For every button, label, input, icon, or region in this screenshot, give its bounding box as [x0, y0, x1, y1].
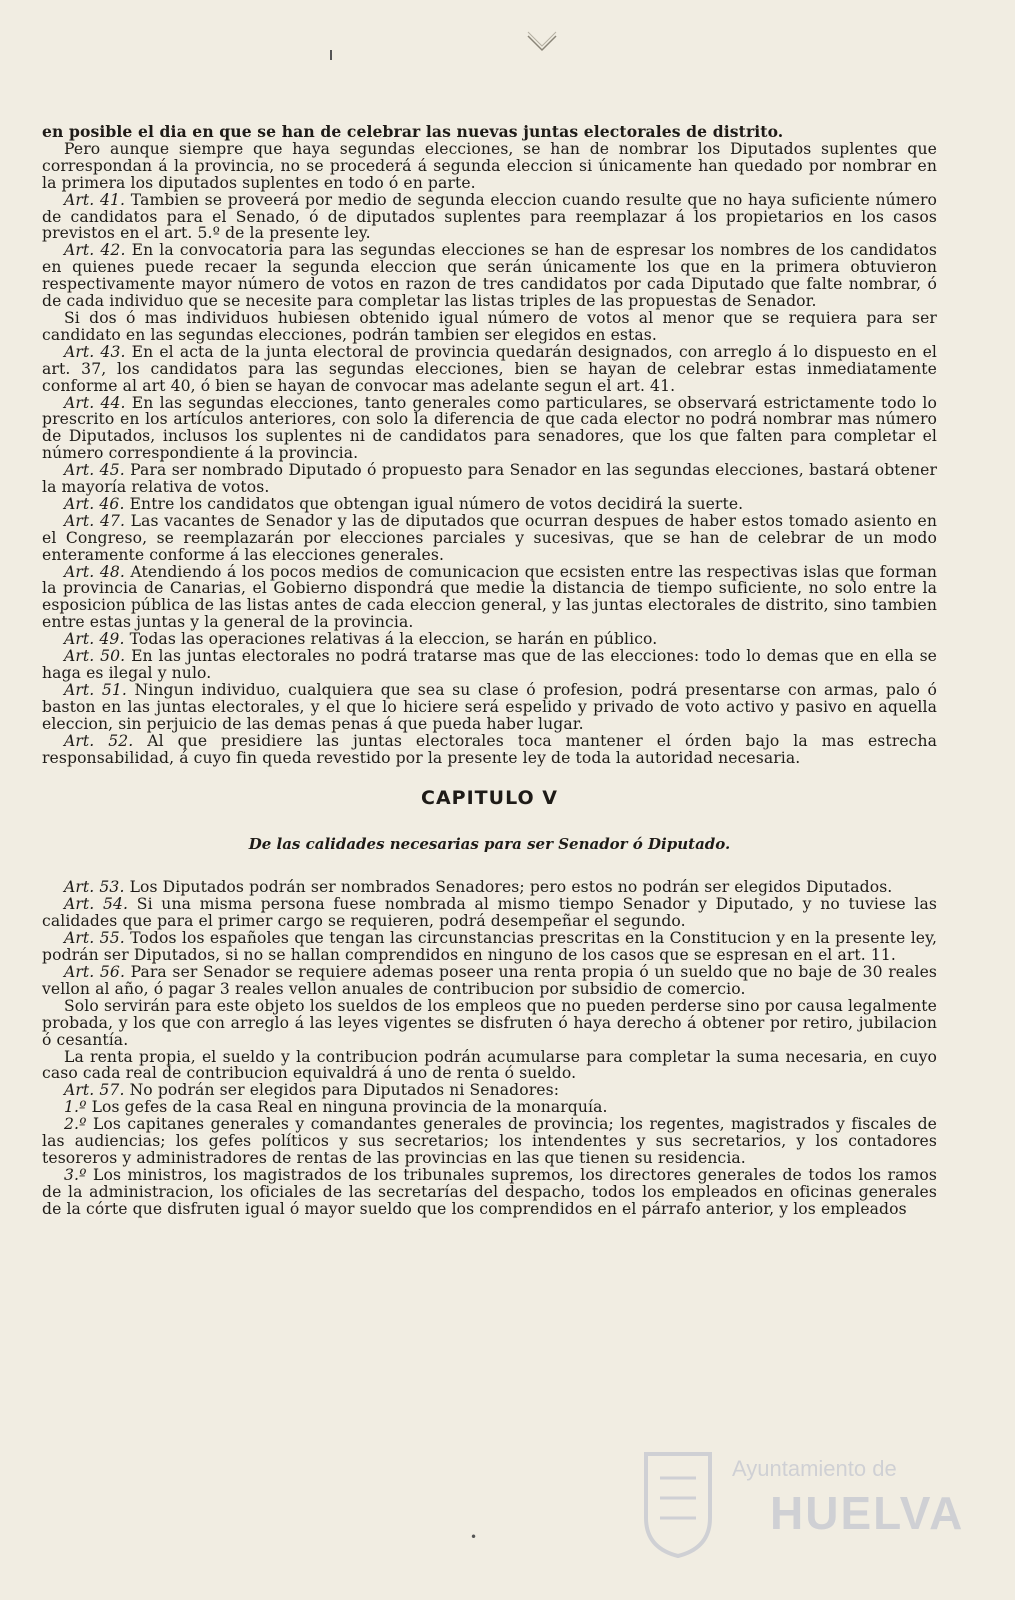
article-paragraph	[42, 462, 937, 496]
article-text: Los gefes de la casa Real en ninguna provincia de la monarquía.	[91, 1098, 608, 1117]
article-text: Tambien se proveerá por medio de segunda eleccion cuando resulte que no haya suficiente número de candidatos para el Senado, ó de diputados suplentes para reemplazar á los propietarios en los casos previstos en el art. 5.º de la presente ley.	[42, 190, 938, 243]
article-paragraph	[42, 395, 937, 463]
article-text: Todas las operaciones relativas á la eleccion, se harán en público.	[129, 630, 658, 649]
article-number: Art. 51.	[64, 680, 127, 699]
article-paragraph	[42, 564, 937, 632]
article-number: Art. 43.	[64, 342, 126, 361]
archive-watermark	[640, 1448, 970, 1568]
article-paragraph	[42, 1082, 937, 1099]
article-paragraph	[42, 648, 937, 682]
article-paragraph	[42, 964, 937, 998]
article-number: Art. 57.	[64, 1081, 125, 1100]
article-text: Pero aunque siempre que haya segundas elecciones, se han de nombrar los Diputados suplentes que correspondan á la provincia, no se procederá á segunda eleccion si únicamente han quedado por nombrar en la primera los diputados suplentes en todo ó en parte.	[42, 139, 937, 192]
article-text: Para ser nombrado Diputado ó propuesto para Senador en las segundas elecciones, bastará obtener la mayoría relativa de votos.	[42, 461, 938, 497]
article-paragraph	[42, 513, 937, 564]
article-paragraph	[42, 344, 937, 395]
article-paragraph	[42, 192, 937, 243]
article-text: Para ser Senador se requiere ademas poseer una renta propia ó un sueldo que no baje de 30 reales vellon al año, ó pagar 3 reales vellon anuales de contribucion por subsidio de comercio.	[42, 962, 938, 998]
article-text: En las segundas elecciones, tanto generales como particulares, se observará estrictamente todo lo prescrito en los artículos anteriores, con solo la diferencia de que cada elector no podrá nombrar mas número de Diputados, inclusos los suplentes ni de candidatos para senadores, que los que falten para completar el número correspondiente á la provincia.	[42, 393, 938, 463]
article-number: 3.º	[64, 1165, 87, 1184]
article-number: Art. 42.	[64, 241, 126, 260]
article-text: La renta propia, el sueldo y la contribucion podrán acumularse para completar la suma necesaria, en cuyo caso cada real de contribucion equivaldrá á uno de renta ó sueldo.	[42, 1047, 937, 1083]
watermark-line2: HUELVA	[770, 1487, 965, 1539]
article-text: Si dos ó mas individuos hubiesen obtenido igual número de votos al menor que se requiera para ser candidato en las segundas elecciones, podrán tambien ser elegidos en estas.	[42, 308, 937, 344]
footer-mark: •	[470, 1530, 478, 1544]
article-text: Todos los españoles que tengan las circunstancias prescritas en la Constitucion y en la presente ley, podrán ser Diputados, si no se hallan comprendidos en ninguno de los casos que se espresan en el art. 11.	[42, 929, 938, 965]
chapter-subtitle: De las calidades necesarias para ser Senador ó Diputado.	[248, 835, 731, 854]
chapter-title: CAPITULO V	[421, 787, 558, 810]
article-paragraph	[42, 310, 937, 344]
article-paragraph	[42, 141, 937, 192]
article-text: Si una misma persona fuese nombrada al mismo tiempo Senador y Diputado, y no tuviese las calidades que para el primer cargo se requieren, podrá desempeñar el segundo.	[42, 895, 938, 931]
article-paragraph	[42, 998, 937, 1049]
continuation-line: en posible el dia en que se han de celebrar las nuevas juntas electorales de distrito.	[42, 122, 784, 141]
article-number: Art. 47.	[64, 511, 126, 530]
article-paragraph	[42, 1116, 937, 1167]
article-number: Art. 50.	[64, 647, 126, 666]
article-paragraph	[42, 733, 937, 767]
article-number: Art. 54.	[64, 895, 129, 914]
articles-chapter-iv	[42, 141, 937, 767]
article-number: 1.º	[64, 1098, 87, 1117]
article-text: En el acta de la junta electoral de provincia quedarán designados, con arreglo á lo dispuesto en el art. 37, los candidatos para las segundas elecciones, bien se hayan de celebrar estas inmediatamente conforme al art 40, ó bien se hayan de convocar mas adelante segun el art. 41.	[42, 342, 938, 395]
page-corner-ornament	[524, 26, 560, 62]
article-text: Atendiendo á los pocos medios de comunicacion que ecsisten entre las respectivas islas que forman la provincia de Canarias, el Gobierno dispondrá que medie la distancia de tiempo suficiente, no solo entre la esposicion pública de las listas antes de cada eleccion general, y las juntas electorales de distrito, sino tambien entre estas juntas y la general de la provincia.	[42, 562, 937, 632]
article-body-chapter-v	[42, 879, 937, 1217]
article-number: Art. 44.	[64, 393, 126, 412]
shield-icon	[640, 1448, 716, 1560]
article-number: Art. 49.	[64, 630, 125, 649]
article-paragraph	[42, 1099, 937, 1116]
article-text: Las vacantes de Senador y las de diputados que ocurran despues de haber estos tomado asiento en el Congreso, se reemplazarán por elecciones parciales y sucesivas, que se han de celebrar de un modo enteramente conforme á las elecciones generales.	[42, 511, 937, 564]
article-text: Los capitanes generales y comandantes generales de provincia; los regentes, magistrados y fiscales de las audiencias; los gefes políticos y sus secretarios; los intendentes y sus secretarios, y los contadores tesoreros y administradores de rentas de las provincias en las que tienen su residencia.	[42, 1115, 938, 1167]
article-paragraph	[42, 242, 937, 310]
article-number: Art. 41.	[64, 190, 126, 209]
article-body	[42, 124, 937, 766]
article-number: Art. 52.	[64, 731, 134, 750]
article-text: No podrán ser elegidos para Diputados ni Senadores:	[129, 1081, 560, 1100]
article-number: 2.º	[64, 1115, 87, 1134]
fold-tick	[330, 50, 332, 60]
article-text: Los ministros, los magistrados de los tribunales supremos, los directores generales de todos los ramos de la administracion, los oficiales de las secretarías del despacho, todos los empleados en oficinas generales de la córte que disfruten igual ó mayor sueldo que los comprendidos en el párrafo anterior, y los empleados	[42, 1165, 937, 1218]
article-text: Ningun individuo, cualquiera que sea su clase ó profesion, podrá presentarse con armas, palo ó baston en las juntas electorales, y el que lo hiciere será espelido y privado de voto activo y pasivo en aquella eleccion, sin perjuicio de las demas penas á que pueda haber lugar.	[42, 680, 937, 733]
article-paragraph	[42, 1167, 937, 1218]
watermark-line1: Ayuntamiento de	[732, 1456, 897, 1481]
article-number: Art. 46.	[64, 494, 125, 513]
article-paragraph	[42, 1049, 937, 1083]
article-text: Solo servirán para este objeto los sueldos de los empleos que no pueden perderse sino por causa legalmente probada, y los que con arreglo á las leyes vigentes se disfruten ó haya derecho á obtener por retiro, jubilacion ó cesantía.	[42, 996, 937, 1049]
article-paragraph	[42, 496, 937, 513]
article-text: En la convocatoria para las segundas elecciones se han de espresar los nombres de los candidatos en quienes puede recaer la segunda eleccion que serán únicamente los que en la primera obtuvieron respectivamente mayor número de votos en razon de tres candidatos por cada Diputado que falte nombrar, ó de cada individuo que se necesite para completar las listas triples de las propuestas de Senador.	[42, 241, 937, 311]
article-text: Los Diputados podrán ser nombrados Senadores; pero estos no podrán ser elegidos Diputados.	[129, 878, 893, 897]
article-number: Art. 45.	[64, 461, 125, 480]
article-number: Art. 53.	[64, 878, 125, 897]
article-paragraph	[42, 879, 937, 896]
article-paragraph	[42, 682, 937, 733]
article-text: Al que presidiere las juntas electorales toca mantener el órden bajo la mas estrecha responsabilidad, á cuyo fin queda revestido por la presente ley de toda la autoridad necesaria.	[42, 731, 938, 767]
article-paragraph	[42, 631, 937, 648]
article-number: Art. 48.	[64, 562, 125, 581]
article-text: Entre los candidatos que obtengan igual número de votos decidirá la suerte.	[129, 494, 744, 513]
article-paragraph	[42, 896, 937, 930]
article-paragraph	[42, 930, 937, 964]
article-number: Art. 56.	[64, 962, 126, 981]
articles-chapter-v	[42, 879, 937, 1217]
article-text: En las juntas electorales no podrá tratarse mas que de las elecciones: todo lo demas que en ella se haga es ilegal y nulo.	[42, 647, 938, 682]
article-number: Art. 55.	[64, 929, 125, 948]
